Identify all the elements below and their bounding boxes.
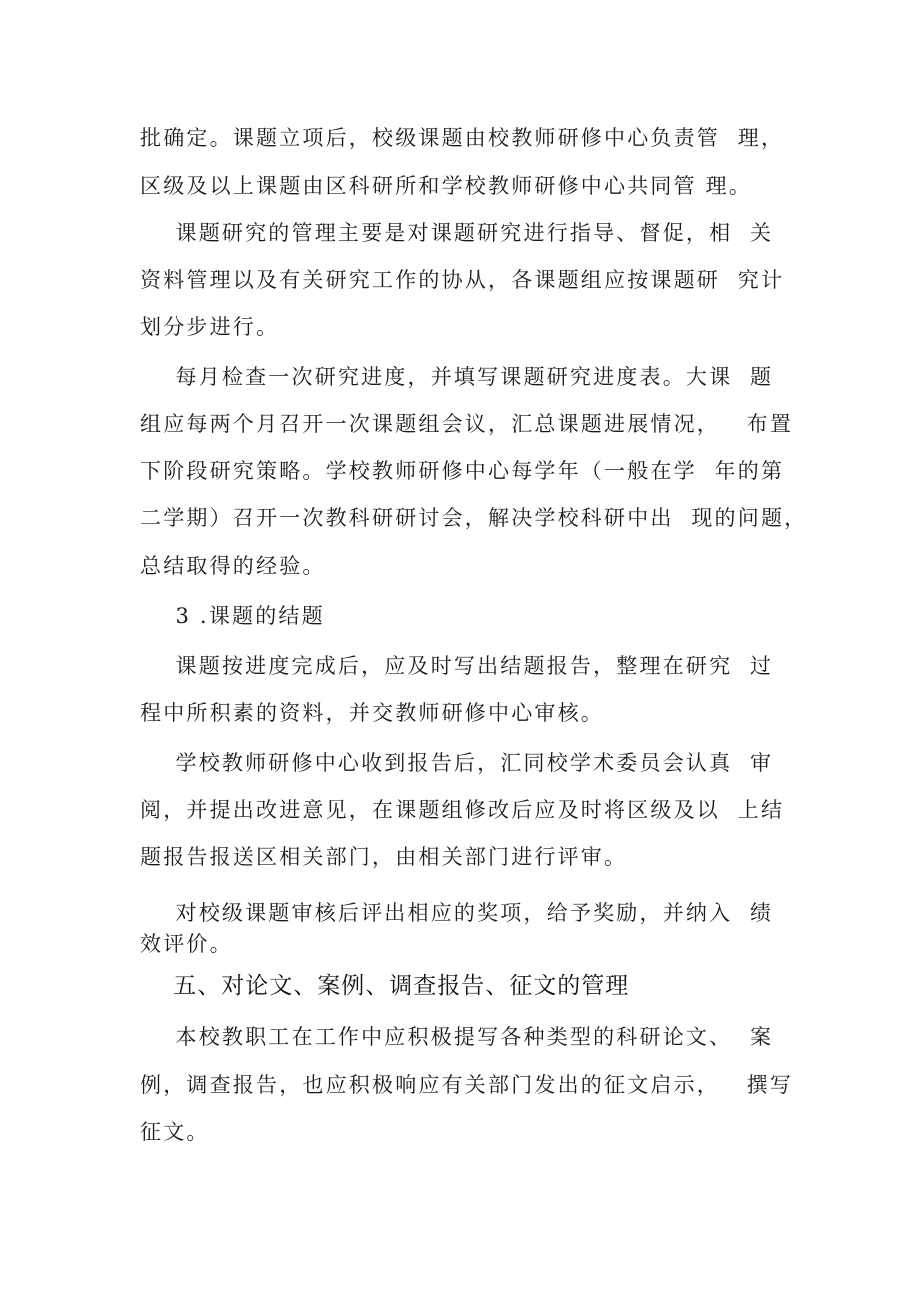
- text-line: 例，调查报告，也应积极响应有关部门发出的征文启示， 撰写: [140, 1073, 794, 1097]
- text-line: 划分步进行。: [140, 315, 280, 339]
- text-line: 区级及以上课题由区科研所和学校教师研修中心共同管 理。: [140, 174, 753, 198]
- text-line: 课题按进度完成后，应及时写出结题报告，整理在研究 过: [140, 654, 774, 678]
- text-line: 程中所积素的资料，并交教师研修中心审核。: [140, 701, 604, 725]
- text-line: 二学期）召开一次教科研研讨会，解决学校科研中出 现的问题，: [140, 506, 808, 530]
- section-heading: 五、对论文、案例、调查报告、征文的管理: [140, 973, 630, 999]
- text-line: 效评价。: [140, 932, 233, 956]
- text-line: 题报告报送区相关部门，由相关部门进行评审。: [140, 845, 628, 869]
- text-line: 批确定。课题立项后，校级课题由校教师研修中心负责管 理，: [140, 126, 785, 150]
- text-line: 对校级课题审核后评出相应的奖项，给予奖励，并纳入 绩: [140, 901, 774, 925]
- text-line: 学校教师研修中心收到报告后，汇同校学术委员会认真 审: [140, 751, 774, 775]
- text-line: 组应每两个月召开一次课题组会议，汇总课题进展情况， 布置: [140, 412, 794, 436]
- text-line: 下阶段研究策略。学校教师研修中心每学年（一般在学 年的第: [140, 459, 785, 483]
- section-subheading: 3 .课题的结题: [140, 604, 325, 628]
- text-line: 本校教职工在工作中应积极提写各种类型的科研论文、 案: [140, 1025, 774, 1049]
- text-line: 征文。: [140, 1120, 210, 1144]
- text-line: 每月检查一次研究进度，并填写课题研究进度表。大课 题: [140, 365, 774, 389]
- text-line: 资料管理以及有关研究工作的协从，各课题组应按课题研 究计: [140, 268, 785, 292]
- text-line: 课题研究的管理主要是对课题研究进行指导、督促，相 关: [140, 221, 774, 245]
- text-line: 总结取得的经验。: [140, 554, 326, 578]
- text-line: 阅，并提出改进意见，在课题组修改后应及时将区级及以 上结: [140, 798, 785, 822]
